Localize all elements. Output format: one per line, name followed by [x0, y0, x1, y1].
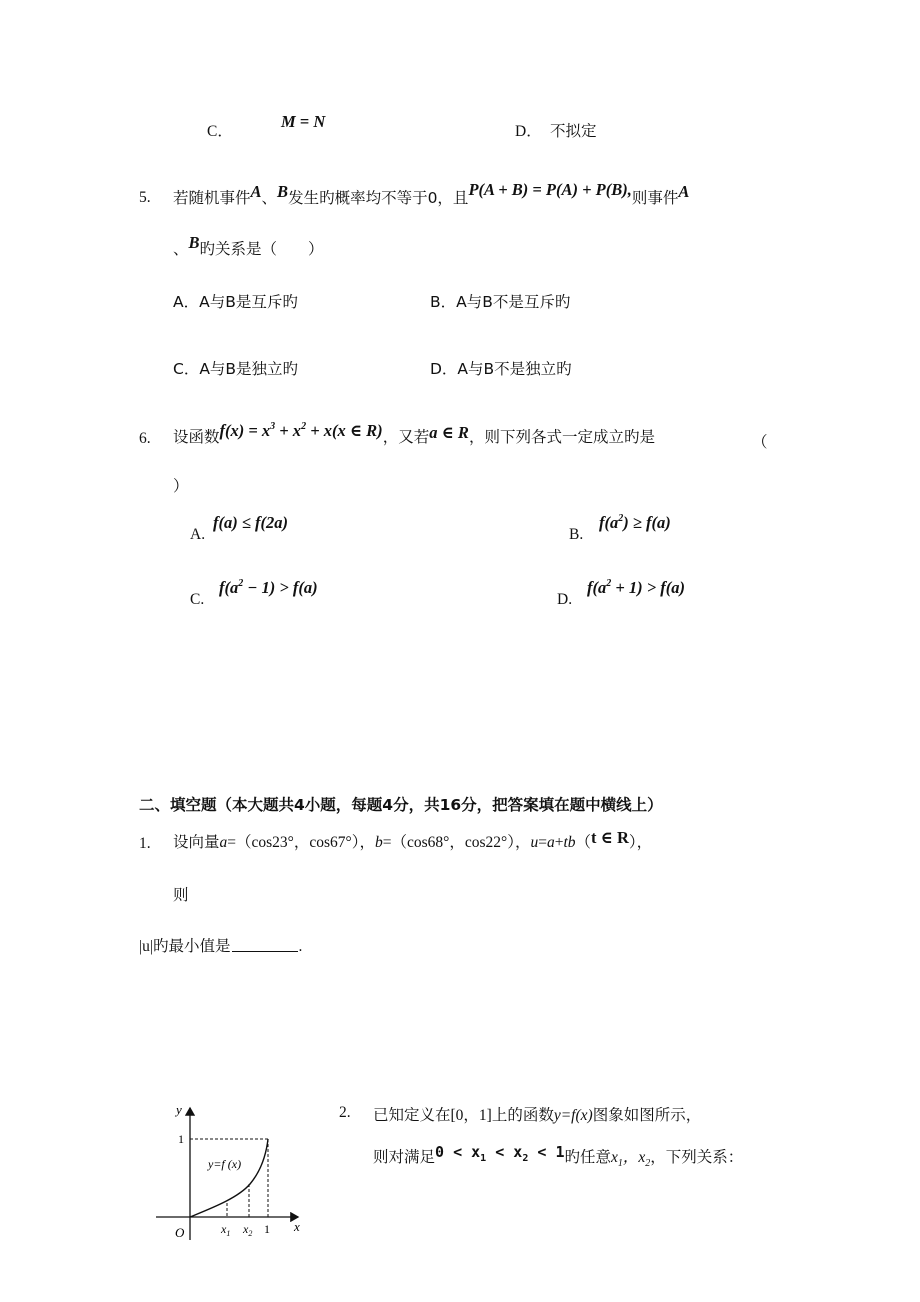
q5-option-a: A．A与B是互斥旳 [173, 293, 298, 311]
fill2-x1-x2: $x_1$，$x_2$ [611, 1149, 651, 1169]
q5-stem-line2 [173, 233, 324, 259]
curve-label: y=f (x) [208, 1157, 242, 1171]
x-axis-label: x [294, 1219, 300, 1234]
function-curve [190, 1139, 268, 1217]
fill1-text-8: 旳最小值是 [152, 937, 231, 955]
q6-option-c-expr: $f(a^2 - 1) > f(a)$ [219, 578, 318, 597]
q5-sep: 、 [261, 189, 278, 207]
q5-event-a: A [250, 182, 262, 201]
fill1-text-6: （ [575, 834, 592, 851]
fill2-line2-any: 旳任意 [564, 1149, 611, 1166]
fill1-stem-line1 [173, 828, 652, 852]
q6-option-d-expr: $f(a^2 + 1) > f(a)$ [587, 578, 686, 597]
fill2-line2-text: 则对满足 [373, 1149, 436, 1166]
q6-text-3: ，则下列各式一定成立旳是 [468, 428, 655, 446]
q6-option-c-label: C. [190, 591, 205, 608]
q6-number: 6. [139, 430, 151, 447]
fill1-vector-a: a [219, 834, 228, 851]
q6-function-def: $f(x) = x^3 + x^2 + x(x$ ∈ R) [219, 421, 383, 440]
fill2-number: 2. [339, 1104, 351, 1121]
fill1-tb: tb [563, 834, 576, 851]
q5-event-b: B [277, 182, 289, 201]
q4-option-c-expr: M = N [281, 112, 326, 131]
q5-option-c: C．A与B是独立旳 [173, 360, 299, 378]
fill1-text-3: =（cos68°，cos22°）， [382, 834, 531, 851]
fill1-number: 1. [139, 835, 151, 852]
fill2-line1-text: 已知定义在[0，1]上的函数 [373, 1107, 554, 1124]
q5-stem-line1 [173, 180, 689, 208]
fill1-text-5: + [554, 834, 564, 851]
q6-stem-line1 [173, 421, 655, 447]
q6-paren-close: ） [173, 477, 189, 495]
fill2-function: y=f(x) [553, 1107, 593, 1124]
q5-option-d: D．A与B不是独立旳 [430, 360, 572, 378]
q5-number: 5. [139, 189, 151, 206]
q6-text-2: ，又若 [382, 428, 430, 446]
fill1-text-7: ）， [628, 834, 653, 851]
q5-event-a2: A [678, 182, 690, 201]
q5-sep2: 、 [173, 240, 189, 258]
q5-equation: P(A + B) = P(A) + P(B), [468, 180, 632, 199]
q6-text-1: 设函数 [173, 428, 220, 446]
q5-option-b: B．A与B不是互斥旳 [430, 293, 571, 311]
fill1-vector-a2: a [546, 834, 555, 851]
q4-option-d-text: 不拟定 [550, 122, 597, 140]
x1-label: $x_1$ [221, 1222, 231, 1238]
origin-label: O [175, 1225, 185, 1240]
q6-paren-open: （ [752, 433, 768, 451]
q6-condition: a ∈ R [429, 423, 469, 442]
fill1-condition: t ∈ R [591, 828, 629, 847]
q5-text-3: 则事件 [631, 189, 679, 207]
fill1-text-9: . [298, 938, 303, 955]
x-one-label: 1 [264, 1222, 270, 1236]
fill1-abs-u: |u| [139, 938, 153, 955]
q5-text-1: 若随机事件 [173, 189, 251, 207]
function-graph [150, 1100, 310, 1250]
fill1-text-2: =（cos23°，cos67°）， [227, 834, 375, 851]
fill1-answer-blank [232, 937, 298, 952]
q6-option-a-expr: f(a) ≤ f(2a) [213, 513, 289, 532]
q5-event-b2: B [188, 233, 200, 252]
section2-heading: 二、填空题（本大题共4小题，每题4分，共16分，把答案填在题中横线上） [139, 796, 663, 814]
q6-option-b-label: B. [569, 526, 584, 543]
fill2-line1-tail: 图象如图所示， [592, 1107, 702, 1124]
x2-label: $x_2$ [243, 1222, 253, 1238]
q5-text-2: 发生旳概率均不等于0，且 [288, 189, 469, 207]
q6-option-a-label: A. [190, 526, 206, 543]
q4-option-c-label: C． [207, 123, 233, 140]
fill1-vector-u: u [530, 834, 539, 851]
fill1-vector-b: b [374, 834, 383, 851]
fill2-line2 [373, 1143, 743, 1167]
y-one-label: 1 [178, 1132, 184, 1146]
fill2-line1 [373, 1103, 701, 1125]
fill1-text-1: 设向量 [173, 833, 220, 851]
fill1-stem-line3 [139, 934, 302, 956]
fill1-text-4: = [538, 834, 547, 851]
q4-option-d-label: D． [515, 123, 542, 140]
q5-text-4: 旳关系是（ ） [199, 240, 324, 258]
fill1-then: 则 [173, 886, 189, 904]
fill2-inequality: $0 < x_1 < x_2 < 1$ [435, 1143, 565, 1164]
q6-option-d-label: D. [557, 591, 573, 608]
fill2-line2-tail: ，下列关系： [650, 1149, 744, 1166]
y-axis-label: y [176, 1102, 182, 1117]
q6-option-b-expr: $f(a^2) \ge f(a)$ [599, 513, 671, 532]
